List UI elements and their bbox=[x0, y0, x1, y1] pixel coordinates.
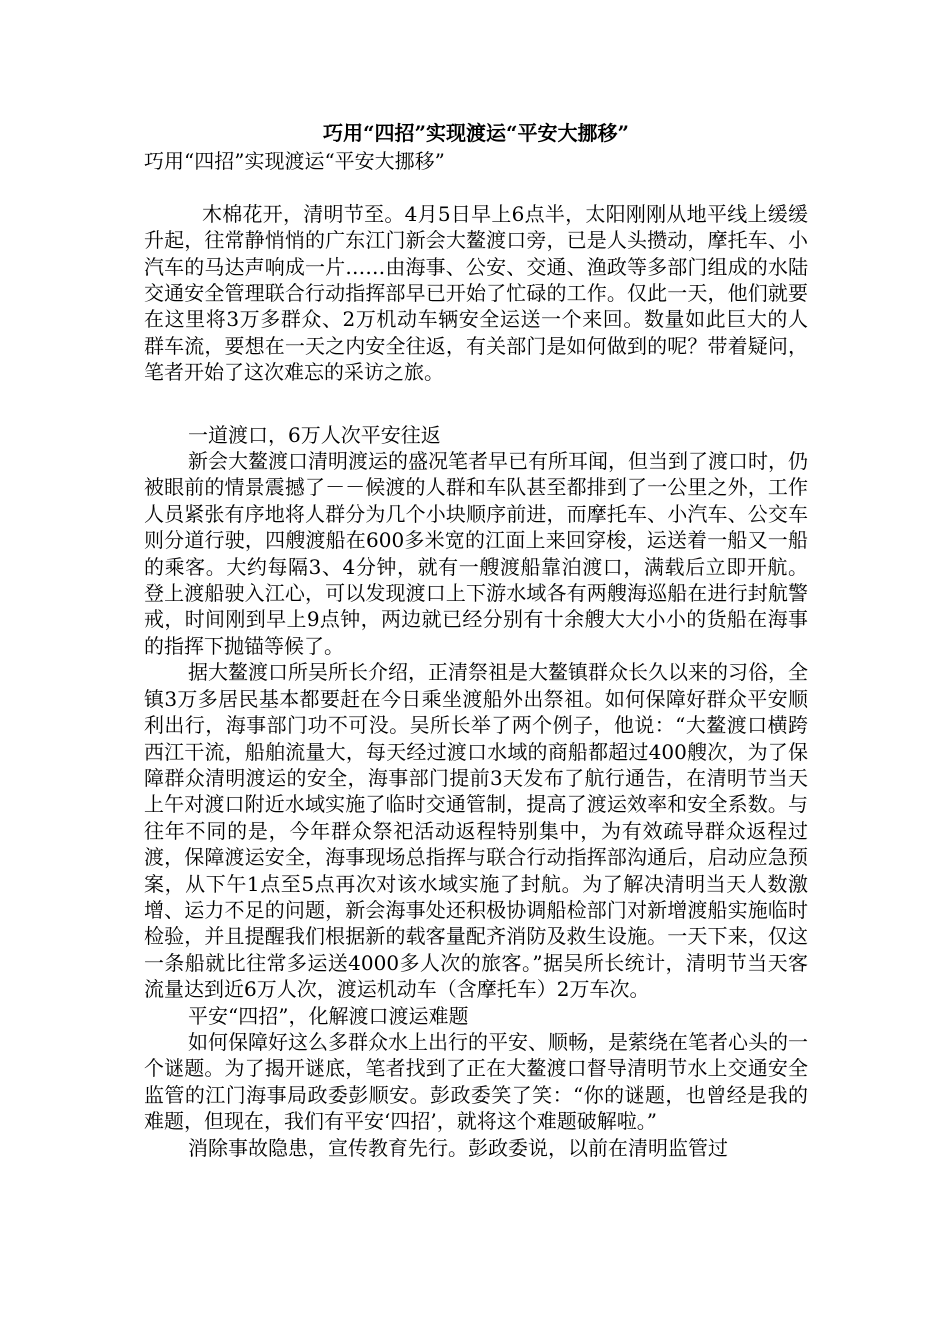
document-page bbox=[144, 118, 808, 1161]
blank-line bbox=[144, 174, 808, 200]
document-title: 巧用“四招”实现渡运“平安大挪移” bbox=[322, 121, 629, 145]
document-subtitle: 巧用“四招”实现渡运“平安大挪移” bbox=[144, 149, 445, 173]
section-heading-1: 一道渡口，6万人次平安往返 bbox=[188, 422, 441, 447]
body-paragraph: 如何保障好这么多群众水上出行的平安、顺畅，是萦绕在笔者心头的一个谜题。为了揭开谜底，笔者找到了正在大鳌渡口督导清明节水上交通安全监管的江门海事局政委彭顺安。彭政委笑了笑：“你的谜题，也曾经是我的难题，但现在，我们有平安‘四招’，就将这个难题破解啦。” bbox=[144, 1029, 808, 1134]
body-paragraph: 据大鳌渡口所吴所长介绍，正清祭祖是大鳌镇群众长久以来的习俗，全镇3万多居民基本都要赶在今日乘坐渡船外出祭祖。如何保障好群众平安顺利出行，海事部门功不可没。吴所长举了两个例子，他说：“大鳌渡口横跨西江干流，船舶流量大，每天经过渡口水域的商船都超过400艘次，为了保障群众清明渡运的安全，海事部门提前3天发布了航行通告，在清明节当天上午对渡口附近水域实施了临时交通管制，提高了渡运效率和安全系数。与往年不同的是，今年群众祭祀活动返程特别集中，为有效疏导群众返程过渡，保障渡运安全，海事现场总指挥与联合行动指挥部沟通后，启动应急预案，从下午1点至5点再次对该水域实施了封航。为了解决清明当天人数激增、运力不足的问题，新会海事处还积极协调船检部门对新增渡船实施临时检验，并且提醒我们根据新的载客量配齐消防及救生设施。一天下来，仅这一条船就比往常多运送4000多人次的旅客。”据吴所长统计，清明节当天客流量达到近6万人次，渡运机动车（含摩托车）2万车次。 bbox=[144, 660, 808, 1002]
section-heading-2: 平安“四招”，化解渡口渡运难题 bbox=[188, 1003, 469, 1028]
body-paragraph: 新会大鳌渡口清明渡运的盛况笔者早已有所耳闻，但当到了渡口时，仍被眼前的情景震撼了－－候渡的人群和车队甚至都排到了一公里之外，工作人员紧张有序地将人群分为几个小块顺序前进，而摩托车、小汽车、公交车则分道行驶，四艘渡船在600多米宽的江面上来回穿梭，运送着一船又一船的乘客。大约每隔3、4分钟，就有一艘渡船靠泊渡口，满载后立即开航。登上渡船驶入江心，可以发现渡口上下游水域各有两艘海巡船在进行封航警戒，时间刚到早上9点钟，两边就已经分别有十余艘大大小小的货船在海事的指挥下抛锚等候了。 bbox=[144, 449, 808, 658]
body-paragraph: 消除事故隐患，宣传教育先行。彭政委说，以前在清明监管过 bbox=[188, 1135, 728, 1160]
blank-line bbox=[144, 386, 808, 422]
intro-paragraph: 木棉花开，清明节至。4月5日早上6点半，太阳刚刚从地平线上缓缓升起，往常静悄悄的广东江门新会大鳌渡口旁，已是人头攒动，摩托车、小汽车的马达声响成一片……由海事、公安、交通、渔政等多部门组成的水陆交通安全管理联合行动指挥部早已开始了忙碌的工作。仅此一天，他们就要在这里将3万多群众、2万机动车辆安全运送一个来回。数量如此巨大的人群车流，要想在一天之内安全往返，有关部门是如何做到的呢？带着疑问，笔者开始了这次难忘的采访之旅。 bbox=[144, 201, 808, 385]
